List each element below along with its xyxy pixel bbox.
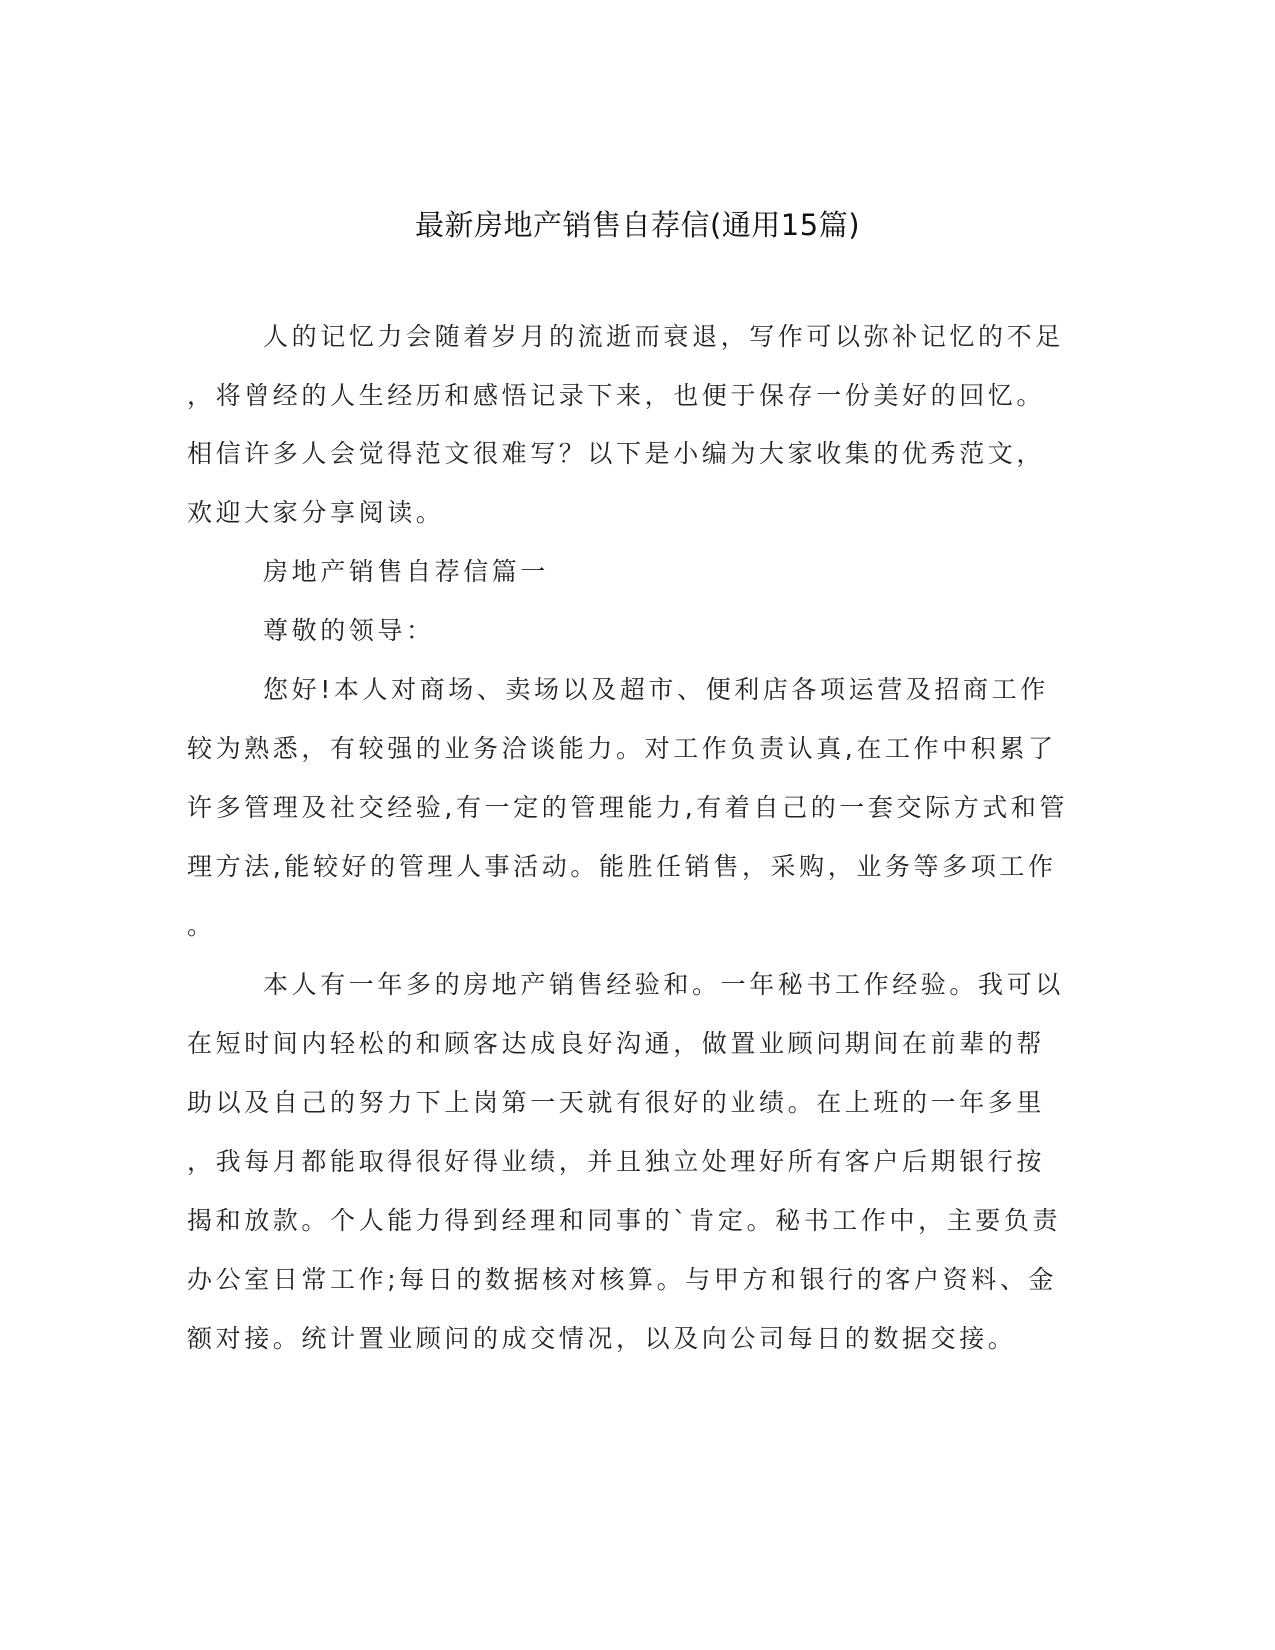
paragraph-line: 人的记忆力会随着岁月的流逝而衰退，写作可以弥补记忆的不足 — [263, 322, 1064, 351]
paragraph-line: 相信许多人会觉得范文很难写？以下是小编为大家收集的优秀范文， — [187, 439, 1046, 468]
paragraph-line: 欢迎大家分享阅读。 — [187, 498, 445, 527]
paragraph-line: ，我每月都能取得很好得业绩，并且独立处理好所有客户后期银行按 — [187, 1147, 1046, 1176]
section-heading: 房地产销售自荐信篇一 — [263, 557, 550, 586]
paragraph-line: 理方法,能较好的管理人事活动。能胜任销售，采购，业务等多项工作 — [187, 852, 1057, 881]
salutation: 尊敬的领导： — [263, 616, 435, 645]
paragraph-line: 您好!本人对商场、卖场以及超市、便利店各项运营及招商工作 — [263, 675, 1049, 704]
paragraph-line: 助以及自己的努力下上岗第一天就有很好的业绩。在上班的一年多里 — [187, 1088, 1046, 1117]
document-title: 最新房地产销售自荐信(通用15篇) — [414, 208, 861, 242]
paragraph-line: 本人有一年多的房地产销售经验和。一年秘书工作经验。我可以 — [263, 970, 1064, 999]
paragraph-line: 较为熟悉，有较强的业务洽谈能力。对工作负责认真,在工作中积累了 — [187, 734, 1057, 763]
paragraph-line: 在短时间内轻松的和顾客达成良好沟通，做置业顾问期间在前辈的帮 — [187, 1029, 1046, 1058]
paragraph-line: 办公室日常工作;每日的数据核对核算。与甲方和银行的客户资料、金 — [187, 1265, 1058, 1294]
paragraph-line: ，将曾经的人生经历和感悟记录下来，也便于保存一份美好的回忆。 — [187, 381, 1046, 410]
paragraph-line: 。 — [187, 911, 216, 940]
paragraph-line: 额对接。统计置业顾问的成交情况，以及向公司每日的数据交接。 — [187, 1324, 1017, 1353]
paragraph-line: 许多管理及社交经验,有一定的管理能力,有着自己的一套交际方式和管 — [187, 793, 1069, 822]
paragraph-line: 揭和放款。个人能力得到经理和同事的`肯定。秘书工作中，主要负责 — [187, 1206, 1062, 1235]
